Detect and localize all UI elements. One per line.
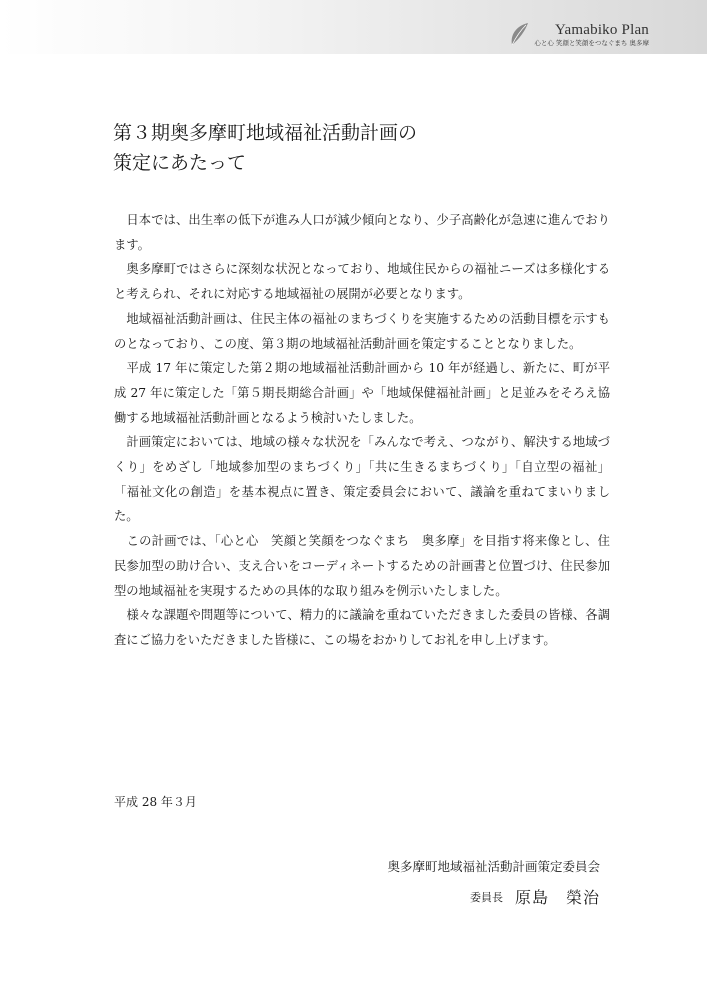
- body-text: [114, 208, 610, 653]
- paragraph-6-text: この計画では、「心と心 笑顔と笑顔をつなぐまち 奥多摩」を目指す将来像とし、住民参加型の助け合い、支え合いをコーディネートするための計画書と位置づけ、住民参加型の地域福祉を実現するための具体的な取り組みを例示いたしました。: [114, 534, 610, 598]
- committee-name: 奥多摩町地域福祉活動計画策定委員会: [387, 859, 600, 874]
- paragraph-7: [114, 603, 610, 652]
- paragraph-1-text: 日本では、出生率の低下が進み人口が減少傾向となり、少子高齢化が急速に進んでおります。: [114, 213, 610, 252]
- title-line-2: 策定にあたって: [113, 152, 247, 174]
- brand-tagline: 心と心 笑顔と笑顔をつなぐまち 奥多摩: [534, 39, 649, 47]
- header-band: [0, 0, 707, 54]
- paragraph-5-text: 計画策定においては、地域の様々な状況を「みんなで考え、つながり、解決する地域づくり」をめざし「地域参加型のまちづくり」「共に生きるまちづくり」「自立型の福祉」「福祉文化の創造」を基本視点に置き、策定委員会において、議論を重ねてまいりました。: [114, 435, 610, 524]
- paragraph-3: [114, 307, 610, 356]
- brand-title: Yamabiko Plan: [555, 22, 649, 38]
- paragraph-4: [114, 356, 610, 430]
- paragraph-2-text: 奥多摩町ではさらに深刻な状況となっており、地域住民からの福祉ニーズは多様化すると考えられ、それに対応する地域福祉の展開が必要となります。: [114, 262, 610, 302]
- brand: [534, 22, 649, 48]
- paragraph-3-text: 地域福祉活動計画は、住民主体の福祉のまちづくりを実施するための活動目標を示すものとなっており、この度、第３期の地域福祉活動計画を策定することとなりました。: [114, 311, 610, 351]
- chair-signature: [470, 885, 600, 908]
- paragraph-2: [114, 257, 610, 306]
- paragraph-5: [114, 430, 610, 529]
- page-title: [113, 118, 417, 178]
- date: 平成 28 年３月: [114, 795, 197, 809]
- chair-role: 委員長: [469, 891, 503, 904]
- title-line-1: 第３期奥多摩町地域福祉活動計画の: [113, 122, 418, 144]
- leaf-icon: [508, 21, 530, 47]
- paragraph-1: [114, 208, 610, 257]
- paragraph-6: [114, 529, 610, 603]
- chair-name: 原島 榮治: [514, 888, 600, 907]
- paragraph-4-text: 平成 17 年に策定した第２期の地域福祉活動計画から 10 年が経過し、新たに、町が平成 27 年に策定した「第５期長期総合計画」や「地域保健福祉計画」と足並みをそろえ協働する地域福祉活動計画となるよう検討いたしました。: [114, 361, 610, 425]
- paragraph-7-text: 様々な課題や問題等について、精力的に議論を重ねていただきました委員の皆様、各調査にご協力をいただきました皆様に、この場をおかりしてお礼を申し上げます。: [114, 608, 610, 647]
